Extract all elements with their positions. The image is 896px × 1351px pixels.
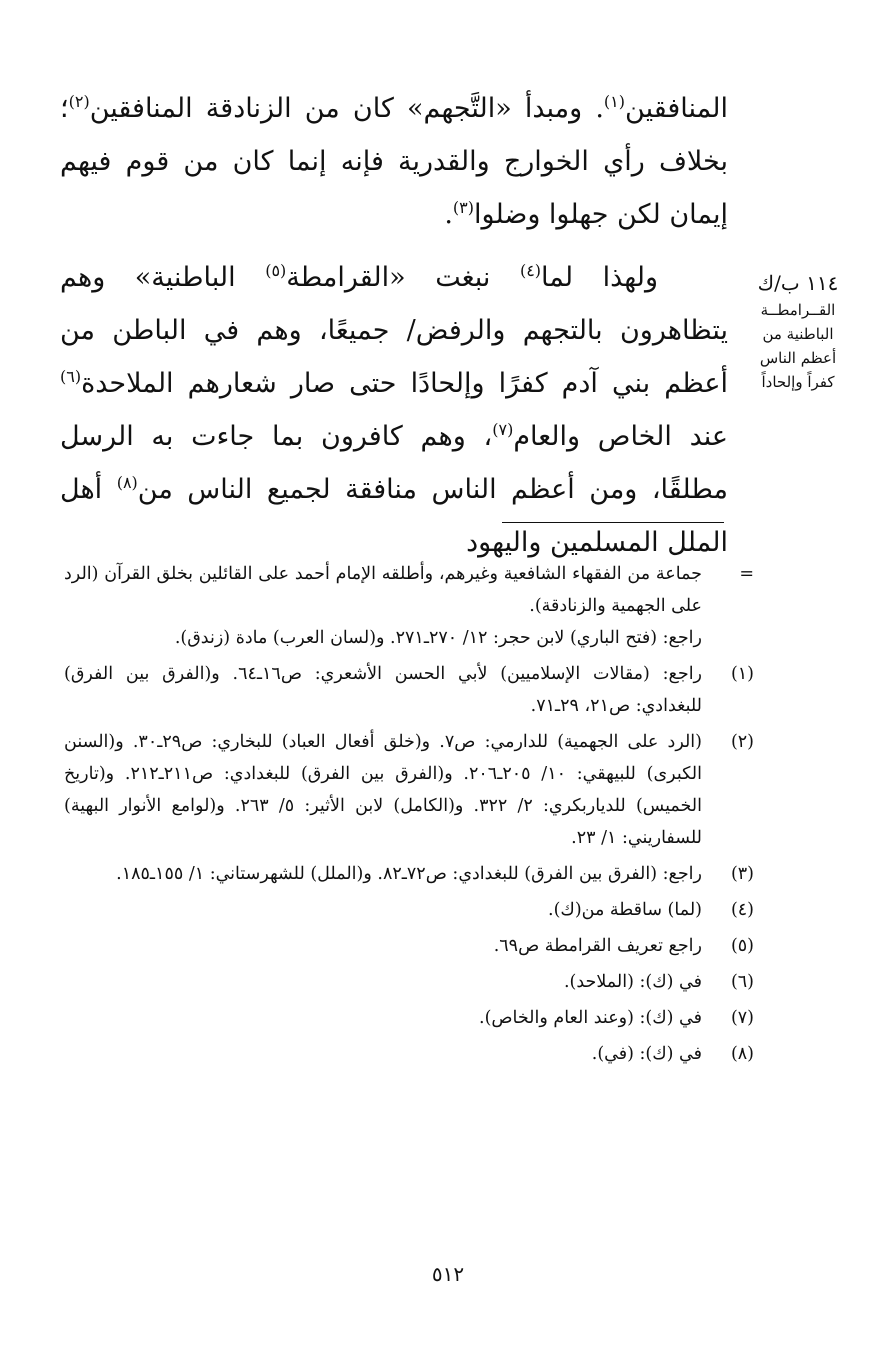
footnote-continuation xyxy=(64,558,754,654)
footnote-text: راجع: (فتح الباري) لابن حجر: ١٢/ ٢٧٠ـ٢٧١. و(لسان العرب) مادة (زندق). xyxy=(174,628,702,648)
footnote-item xyxy=(64,726,754,854)
footnote-text: في (ك): (وعند العام والخاص). xyxy=(479,1008,702,1028)
margin-note-line: الباطنية من xyxy=(762,325,834,343)
footnote-text: راجع تعريف القرامطة ص٦٩. xyxy=(493,936,702,956)
footnote-text: (لما) ساقطة من(ك). xyxy=(548,900,702,920)
footnote-text: في (ك): (الملاحد). xyxy=(563,972,702,992)
footnote-marker[interactable]: (١) xyxy=(603,92,626,111)
text-run: نبغت «القرامطة xyxy=(286,262,520,293)
manuscript-folio-ref: ١١٤ ب/ك xyxy=(757,271,839,295)
footnote-item xyxy=(64,930,754,962)
footnote-marker[interactable]: (٦) xyxy=(60,367,82,386)
footnote-separator xyxy=(502,522,724,523)
paragraph-1 xyxy=(60,82,728,241)
margin-note-line: كفراً وإلحاداً xyxy=(761,373,835,391)
footnote-number: (٨) xyxy=(730,1044,754,1064)
footnote-item xyxy=(64,658,754,722)
footnote-item xyxy=(64,1038,754,1070)
text-run: ، وهم كافرون بما جاءت به الرسل مطلقًا، ومن أعظم الناس منافقة لجميع الناس من xyxy=(60,421,728,505)
margin-note-line: القــرامطــة xyxy=(760,301,836,319)
footnote-number: (٤) xyxy=(730,900,754,920)
footnote-marker[interactable]: (٥) xyxy=(265,261,287,280)
footnote-item xyxy=(64,966,754,998)
footnote-text: راجع: (الفرق بين الفرق) للبغدادي: ص٧٢ـ٨٢. و(الملل) للشهرستاني: ١/ ١٥٥ـ١٨٥. xyxy=(116,864,702,884)
text-run: المنافقين xyxy=(625,93,728,124)
text-run: الباطنية» وهم يتظاهرون بالتجهم والرفض/ جميعًا، وهم في الباطن من أعظم بني آدم كفرًا وإلحادًا حتى صار شعارهم الملاحدة xyxy=(60,262,728,399)
text-run: ؛ بخلاف رأي الخوارج والقدرية فإنه إنما كان من قوم فيهم إيمان لكن جهلوا وضلوا xyxy=(60,93,728,230)
footnote-marker[interactable]: (٤) xyxy=(519,261,542,280)
footnotes xyxy=(64,558,754,1074)
footnote-number: (٥) xyxy=(730,936,754,956)
footnote-number: (٧) xyxy=(730,1008,754,1028)
margin-note xyxy=(752,268,844,394)
footnote-marker[interactable]: (٨) xyxy=(116,473,138,492)
page-number: ٥١٢ xyxy=(431,1262,465,1286)
footnote-text: راجع: (مقالات الإسلاميين) لأبي الحسن الأشعري: ص١٦ـ٦٤. و(الفرق بين الفرق) للبغدادي: ص٢١، ٢٩ـ٧١. xyxy=(64,664,703,716)
footnote-number: (٢) xyxy=(730,732,754,752)
footnote-marker[interactable]: (٢) xyxy=(68,92,90,111)
footnote-item xyxy=(64,894,754,926)
footnote-number: (٣) xyxy=(730,864,754,884)
footnote-text: في (ك): (في). xyxy=(591,1044,702,1064)
text-run: عند الخاص والعام xyxy=(513,421,729,452)
footnote-text: جماعة من الفقهاء الشافعية وغيرهم، وأطلقه الإمام أحمد على القائلين بخلق القرآن (الرد على الجهمية والزنادقة). xyxy=(64,564,702,616)
footnote-body xyxy=(64,558,702,654)
footnote-number: (٦) xyxy=(730,972,754,992)
footnote-marker[interactable]: (٣) xyxy=(452,198,474,217)
footnote-item xyxy=(64,858,754,890)
text-run: . xyxy=(444,199,453,230)
continuation-mark: = xyxy=(739,564,754,584)
main-text xyxy=(60,82,728,569)
margin-note-line: أعظم الناس xyxy=(759,349,837,367)
text-run: ولهذا لما xyxy=(541,262,659,293)
text-run: أهل الملل المسلمين واليهود xyxy=(60,474,728,558)
footnote-item xyxy=(64,1002,754,1034)
footnote-text: (الرد على الجهمية) للدارمي: ص٧. و(خلق أفعال العباد) للبخاري: ص٢٩ـ٣٠. و(السنن الكبرى) للبيهقي: ١٠/ ٢٠٥ـ٢٠٦. و(الفرق بين الفرق) للبغدادي: ص٢١١ـ٢١٢. و(تاريخ الخميس) للدياربكري: ٢/ ٣٢٢. و(الكامل) لابن الأثير: ٥/ ٢٦٣. و(لوامع الأنوار البهية) للسفاريني: ١/ ٢٣. xyxy=(64,732,702,848)
text-run: . ومبدأ «التَّجهم» كان من الزنادقة المنافقين xyxy=(89,93,604,124)
footnote-number: (١) xyxy=(730,664,754,684)
footnote-marker[interactable]: (٧) xyxy=(492,420,514,439)
